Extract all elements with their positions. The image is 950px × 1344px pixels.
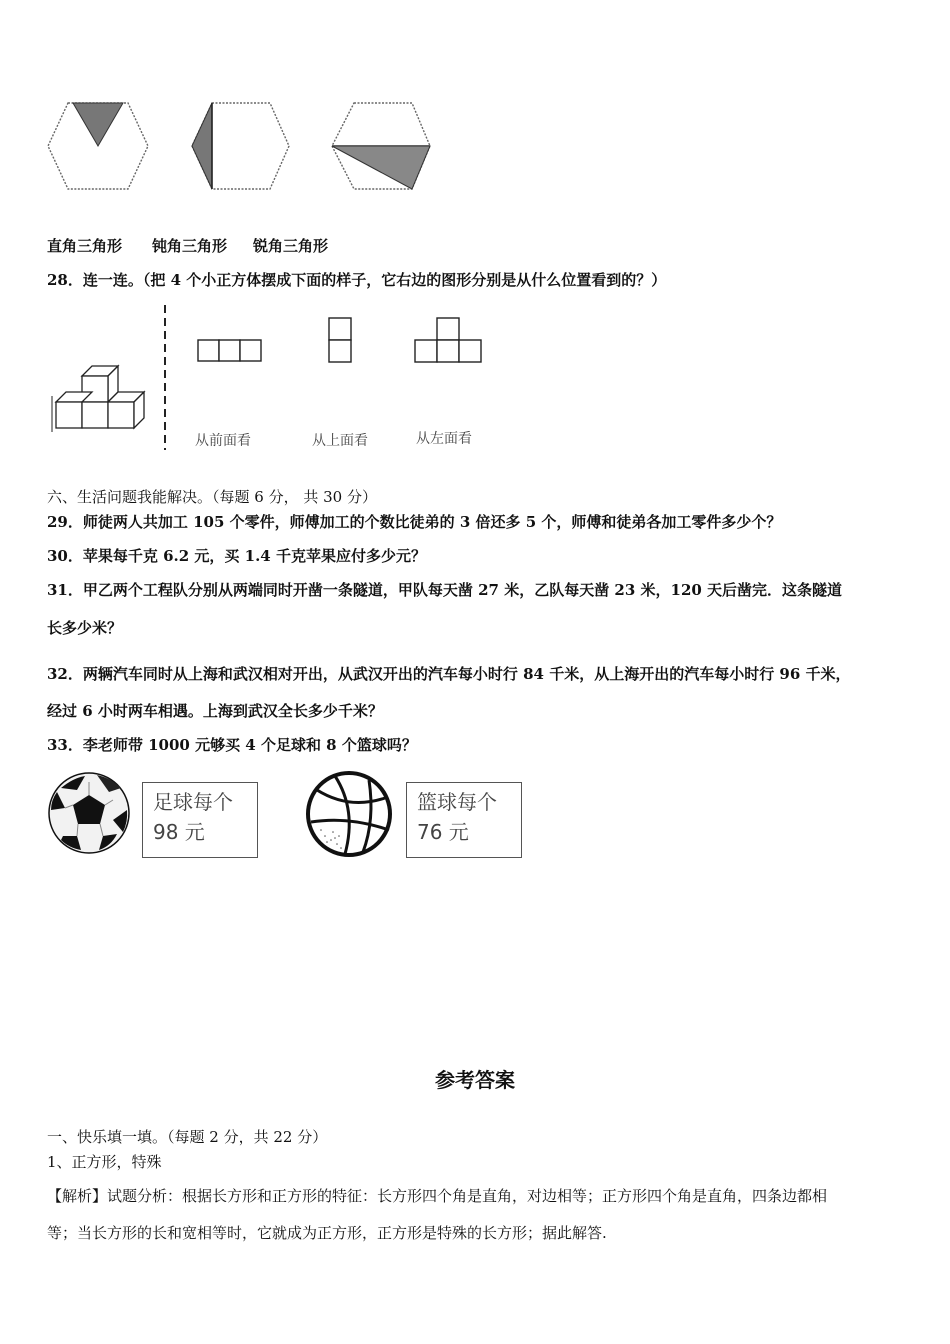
hexagon-right-triangle: [48, 103, 148, 189]
football-icon: [47, 770, 131, 856]
answer-1-analysis-line2: 等；当长方形的长和宽相等时，它就成为正方形，正方形是特殊的长方形；据此解答.: [47, 1224, 607, 1242]
q31-text-line1: 31．甲乙两个工程队分别从两端同时开凿一条隧道，甲队每天凿 27 米，乙队每天凿 23 米，120 天后凿完．这条隧道: [47, 581, 843, 599]
q28-text: 28．连一连。（把 4 个小正方体摆成下面的样子，它右边的图形分别是从什么位置看到的？）: [47, 271, 667, 289]
basketball-price-label: 篮球每个: [417, 790, 497, 814]
answer-1-analysis-line1: 【解析】试题分析：根据长方形和正方形的特征：长方形四个角是直角，对边相等；正方形四个角是直角，四条边都相: [47, 1187, 828, 1205]
triangle-labels: [47, 236, 328, 256]
view-top-shape: [327, 316, 355, 364]
view-label-left: 从左面看: [416, 431, 472, 447]
view-front-shape: [197, 338, 267, 364]
q32-text-line1: 32．两辆汽车同时从上海和武汉相对开出，从武汉开出的汽车每小时行 84 千米，从上海开出的汽车每小时行 96 千米，: [47, 665, 851, 683]
hexagon-acute-triangle: [332, 103, 430, 189]
hexagon-triangle-figures: [40, 95, 440, 200]
answer-1: 1、正方形，特殊: [47, 1153, 162, 1171]
dashed-divider: [160, 305, 170, 450]
football-price-label: 足球每个: [153, 790, 233, 814]
triangle-label-obtuse: 钝角三角形: [152, 237, 228, 255]
q29-text: 29．师徒两人共加工 105 个零件，师傅加工的个数比徒弟的 3 倍还多 5 个，师傅和徒弟各加工零件多少个？: [47, 513, 782, 531]
answers-section1-heading: 一、快乐填一填。（每题 2 分，共 22 分）: [47, 1128, 328, 1146]
basketball-icon: [305, 770, 393, 858]
q32-text-line2: 经过 6 小时两车相遇。上海到武汉全长多少千米？: [47, 702, 383, 720]
triangle-label-acute: 锐角三角形: [253, 237, 329, 255]
q30-text: 30．苹果每千克 6.2 元，买 1.4 千克苹果应付多少元？: [47, 547, 426, 565]
answers-title: 参考答案: [435, 1068, 515, 1092]
basketball-price-value: 76 元: [417, 820, 469, 844]
q33-text: 33．李老师带 1000 元够买 4 个足球和 8 个篮球吗？: [47, 736, 417, 754]
q31-text-line2: 长多少米？: [47, 619, 123, 637]
hexagon-obtuse-triangle: [192, 103, 289, 189]
view-label-front: 从前面看: [195, 433, 251, 449]
view-left-shape: [413, 316, 485, 364]
football-price-box: [142, 782, 258, 858]
section6-heading: 六、生活问题我能解决。（每题 6 分， 共 30 分）: [47, 488, 377, 506]
basketball-price-box: [406, 782, 522, 858]
triangle-label-right: 直角三角形: [47, 237, 123, 255]
view-label-top: 从上面看: [312, 433, 368, 449]
cube-stack-figure: [48, 300, 178, 450]
football-price-value: 98 元: [153, 820, 205, 844]
